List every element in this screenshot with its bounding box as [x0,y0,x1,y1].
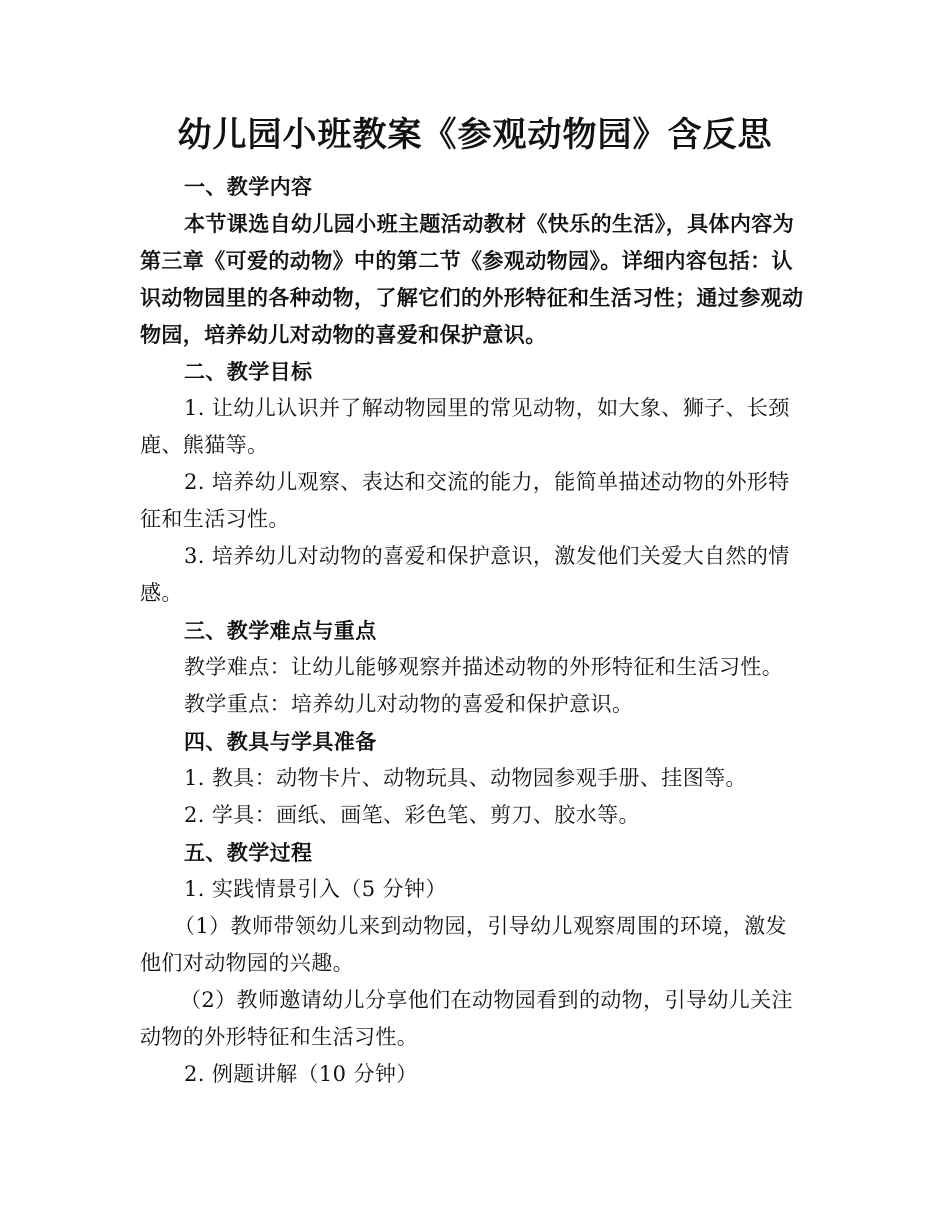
difficulty-item: 教学难点：让幼儿能够观察并描述动物的外形特征和生活习性。 [184,655,784,679]
objective-item-3: 3. 培养幼儿对动物的喜爱和保护意识，激发他们关爱大自然的情感。 [140,544,790,605]
objective-item-1: 1. 让幼儿认识并了解动物园里的常见动物，如大象、狮子、长颈鹿、熊猫等。 [140,396,790,457]
process-step-1-a: （1）教师带领幼儿来到动物园，引导幼儿观察周围的环境，激发他们对动物园的兴趣。 [140,914,787,975]
section-heading-materials: 四、教具与学具准备 [184,729,377,754]
section-heading-objectives: 二、教学目标 [184,359,313,384]
process-step-1-b: （2）教师邀请幼儿分享他们在动物园看到的动物，引导幼儿关注动物的外形特征和生活习性。 [140,988,793,1049]
materials-item-2: 2. 学具：画纸、画笔、彩色笔、剪刀、胶水等。 [184,803,640,827]
objective-item-2: 2. 培养幼儿观察、表达和交流的能力，能简单描述动物的外形特征和生活习性。 [140,470,790,531]
process-step-1: 1. 实践情景引入（5 分钟） [184,877,447,901]
section-content-paragraph: 本节课选自幼儿园小班主题活动教材《快乐的生活》，具体内容为第三章《可爱的动物》中的第二节《参观动物园》。详细内容包括：认识动物园里的各种动物，了解它们的外形特征和生活习性；通过参观动物园，培养幼儿对动物的喜爱和保护意识。 [140,211,804,347]
key-point-item: 教学重点：培养幼儿对动物的喜爱和保护意识。 [184,692,634,716]
section-heading-difficulty: 三、教学难点与重点 [184,618,377,643]
materials-item-1: 1. 教具：动物卡片、动物玩具、动物园参观手册、挂图等。 [184,766,747,790]
section-heading-process: 五、教学过程 [184,840,313,865]
section-heading-content: 一、教学内容 [184,174,313,199]
document-title: 幼儿园小班教案《参观动物园》含反思 [177,115,773,155]
process-step-2: 2. 例题讲解（10 分钟） [184,1062,418,1086]
